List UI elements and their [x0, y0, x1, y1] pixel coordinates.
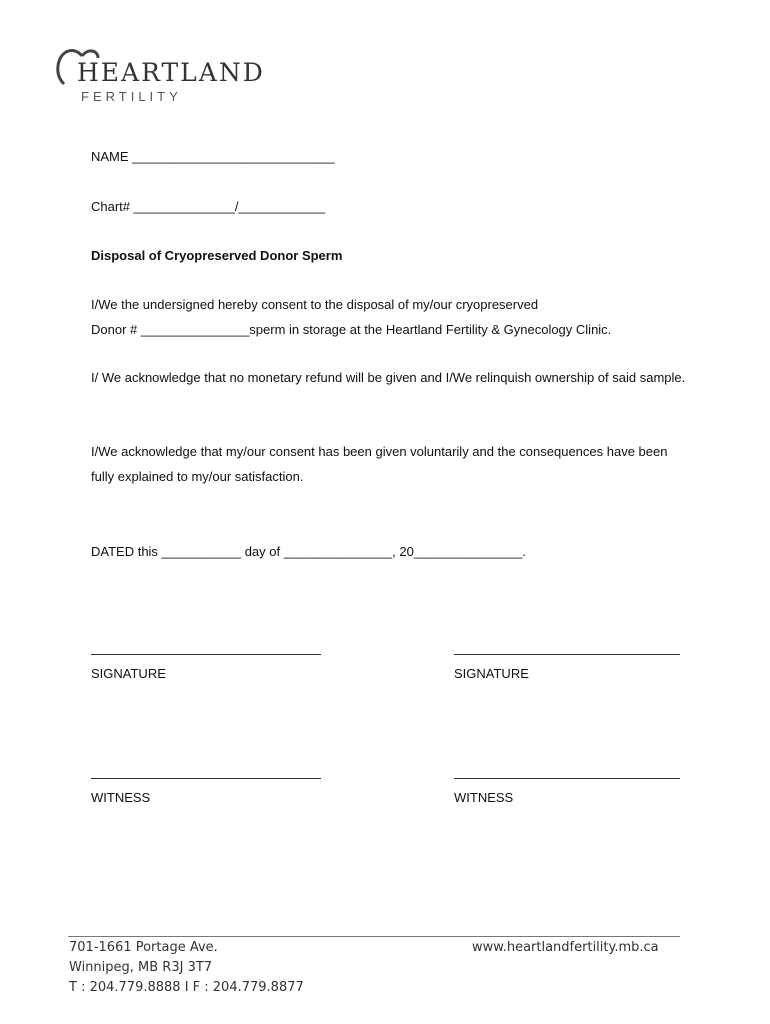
- witness-line-left: [91, 778, 321, 779]
- refund-paragraph: I/ We acknowledge that no monetary refund will be given and I/We relinquish ownership of said sample.: [91, 370, 686, 385]
- signature-label-left: SIGNATURE: [91, 666, 166, 681]
- footer-address-line2: Winnipeg, MB R3J 3T7: [69, 960, 213, 975]
- consent-paragraph-line1: I/We the undersigned hereby consent to the disposal of my/our cryopreserved: [91, 297, 539, 312]
- signature-label-right: SIGNATURE: [454, 666, 529, 681]
- footer-divider: [68, 936, 680, 937]
- witness-label-left: WITNESS: [91, 790, 151, 805]
- consent-paragraph-line2: Donor # _______________sperm in storage at the Heartland Fertility & Gynecology Clinic.: [91, 322, 612, 337]
- clinic-logo: [52, 44, 292, 114]
- voluntary-paragraph: I/We acknowledge that my/our consent has been given voluntarily and the consequences have been fully explained to my/our satisfaction.: [91, 444, 668, 484]
- witness-label-right: WITNESS: [454, 790, 514, 805]
- logo-brand-name: HEARTLAND: [77, 58, 265, 87]
- signature-line-left: [91, 654, 321, 655]
- name-field-line: NAME ____________________________: [91, 149, 335, 164]
- footer-address-line1: 701-1661 Portage Ave.: [69, 940, 218, 955]
- form-title: Disposal of Cryopreserved Donor Sperm: [91, 248, 343, 263]
- witness-line-right: [454, 778, 680, 779]
- signature-line-right: [454, 654, 680, 655]
- logo-subtitle: FERTILITY: [81, 89, 182, 104]
- footer-phone: T : 204.779.8888 I F : 204.779.8877: [69, 980, 304, 995]
- dated-line: DATED this ___________ day of _______________, 20_______________.: [91, 544, 526, 559]
- footer-website: www.heartlandfertility.mb.ca: [472, 940, 659, 955]
- chart-field-line: Chart# ______________/____________: [91, 199, 326, 214]
